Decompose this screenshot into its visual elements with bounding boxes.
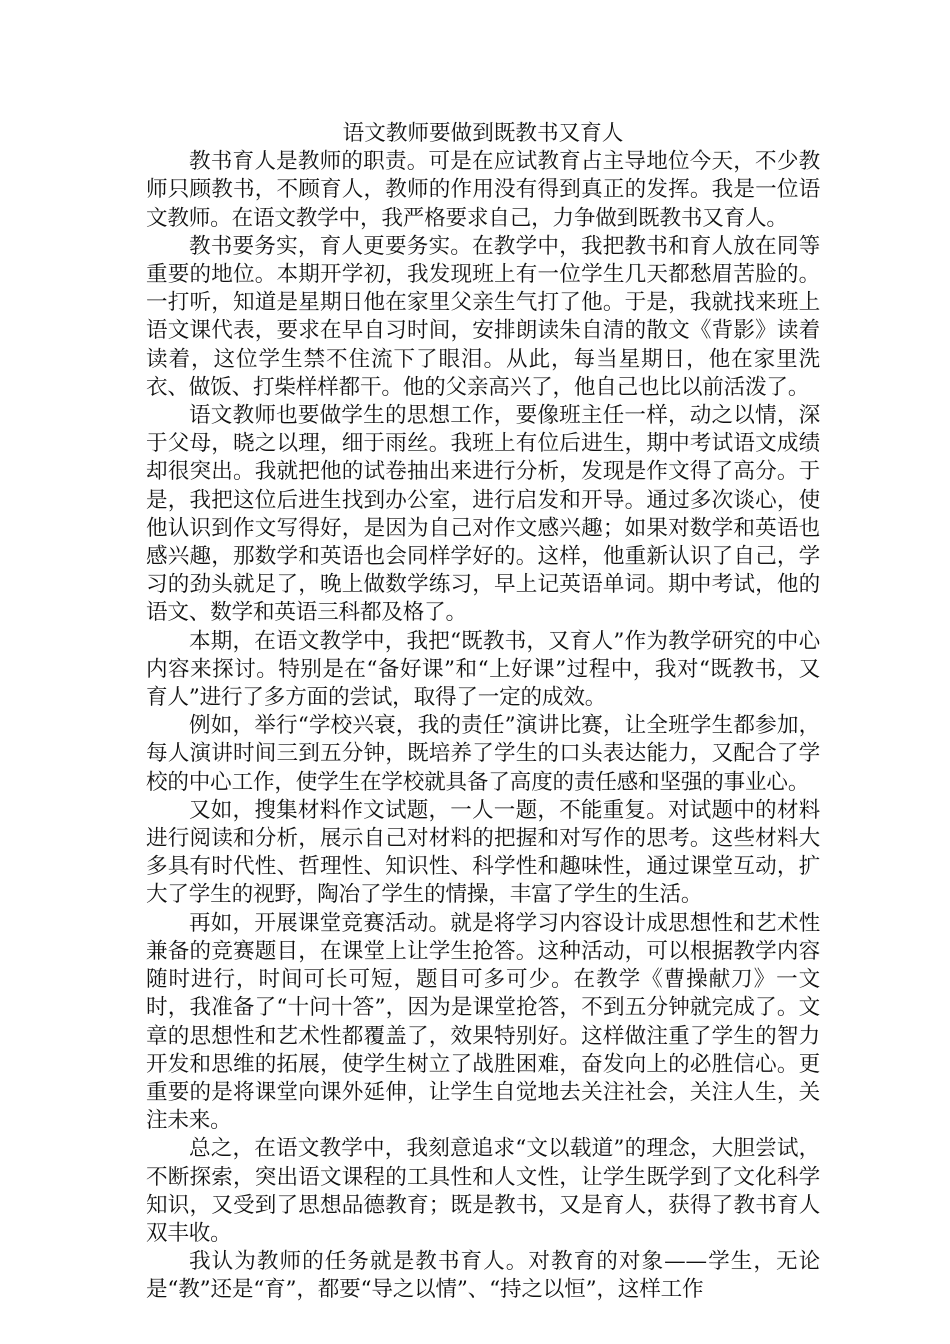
paragraph-7: 再如，开展课堂竞赛活动。就是将学习内容设计成思想性和艺术性兼备的竞赛题目，在课堂上让学生抢答。这种活动，可以根据教学内容随时进行，时间可长可短，题目可多可少。在教学《曹操献刀》一文时，我准备了“十问十答”，因为是课堂抢答，不到五分钟就完成了。文章的思想性和艺术性都覆盖了，效果特别好。这样做注重了学生的智力开发和思维的拓展，使学生树立了战胜困难，奋发向上的必胜信心。更重要的是将课堂向课外延伸，让学生自觉地去关注社会，关注人生，关注未来。 <box>146 910 820 1134</box>
paragraph-4: 本期，在语文教学中，我把“既教书，又育人”作为教学研究的中心内容来探讨。特别是在“备好课”和“上好课”过程中，我对“既教书，又育人”进行了多方面的尝试，取得了一定的成效。 <box>146 628 820 711</box>
paragraph-2: 教书要务实，育人更要务实。在教学中，我把教书和育人放在同等重要的地位。本期开学初，我发现班上有一位学生几天都愁眉苦脸的。一打听，知道是星期日他在家里父亲生气打了他。于是，我就找来班上语文课代表，要求在早自习时间，安排朗读朱自清的散文《背影》读着读着，这位学生禁不住流下了眼泪。从此，每当星期日，他在家里洗衣、做饭、打柴样样都干。他的父亲高兴了，他自己也比以前活泼了。 <box>146 233 820 400</box>
paragraph-1: 教书育人是教师的职责。可是在应试教育占主导地位今天，不少教师只顾教书，不顾育人，教师的作用没有得到真正的发挥。我是一位语文教师。在语文教学中，我严格要求自己，力争做到既教书又育人。 <box>146 149 820 231</box>
paragraph-5: 例如，举行“学校兴衰，我的责任”演讲比赛，让全班学生都参加，每人演讲时间三到五分钟，既培养了学生的口头表达能力，又配合了学校的中心工作，使学生在学校就具备了高度的责任感和坚强的事业心。 <box>146 713 820 795</box>
document-page <box>146 120 820 1305</box>
paragraph-3: 语文教师也要做学生的思想工作，要像班主任一样，动之以情，深于父母，晓之以理，细于雨丝。我班上有位后进生，期中考试语文成绩却很突出。我就把他的试卷抽出来进行分析，发现是作文得了高分。于是，我把这位后进生找到办公室，进行启发和开导。通过多次谈心，使他认识到作文写得好，是因为自己对作文感兴趣；如果对数学和英语也感兴趣，那数学和英语也会同样学好的。这样，他重新认识了自己，学习的劲头就足了，晚上做数学练习，早上记英语单词。期中考试，他的语文、数学和英语三科都及格了。 <box>146 403 820 626</box>
paragraph-6: 又如，搜集材料作文试题，一人一题，不能重复。对试题中的材料进行阅读和分析，展示自己对材料的把握和对写作的思考。这些材料大多具有时代性、哲理性、知识性、科学性和趣味性，通过课堂互动，扩大了学生的视野，陶冶了学生的情操，丰富了学生的生活。 <box>146 797 820 908</box>
paragraph-9: 我认为教师的任务就是教书育人。对教育的对象——学生，无论是“教”还是“育”，都要“导之以情”、“持之以恒”，这样工作 <box>146 1249 820 1303</box>
paragraph-8: 总之，在语文教学中，我刻意追求“文以载道”的理念，大胆尝试，不断探索，突出语文课程的工具性和人文性，让学生既学到了文化科学知识，又受到了思想品德教育；既是教书，又是育人，获得了教书育人双丰收。 <box>146 1136 820 1246</box>
document-title: 语文教师要做到既教书又育人 <box>342 121 624 146</box>
